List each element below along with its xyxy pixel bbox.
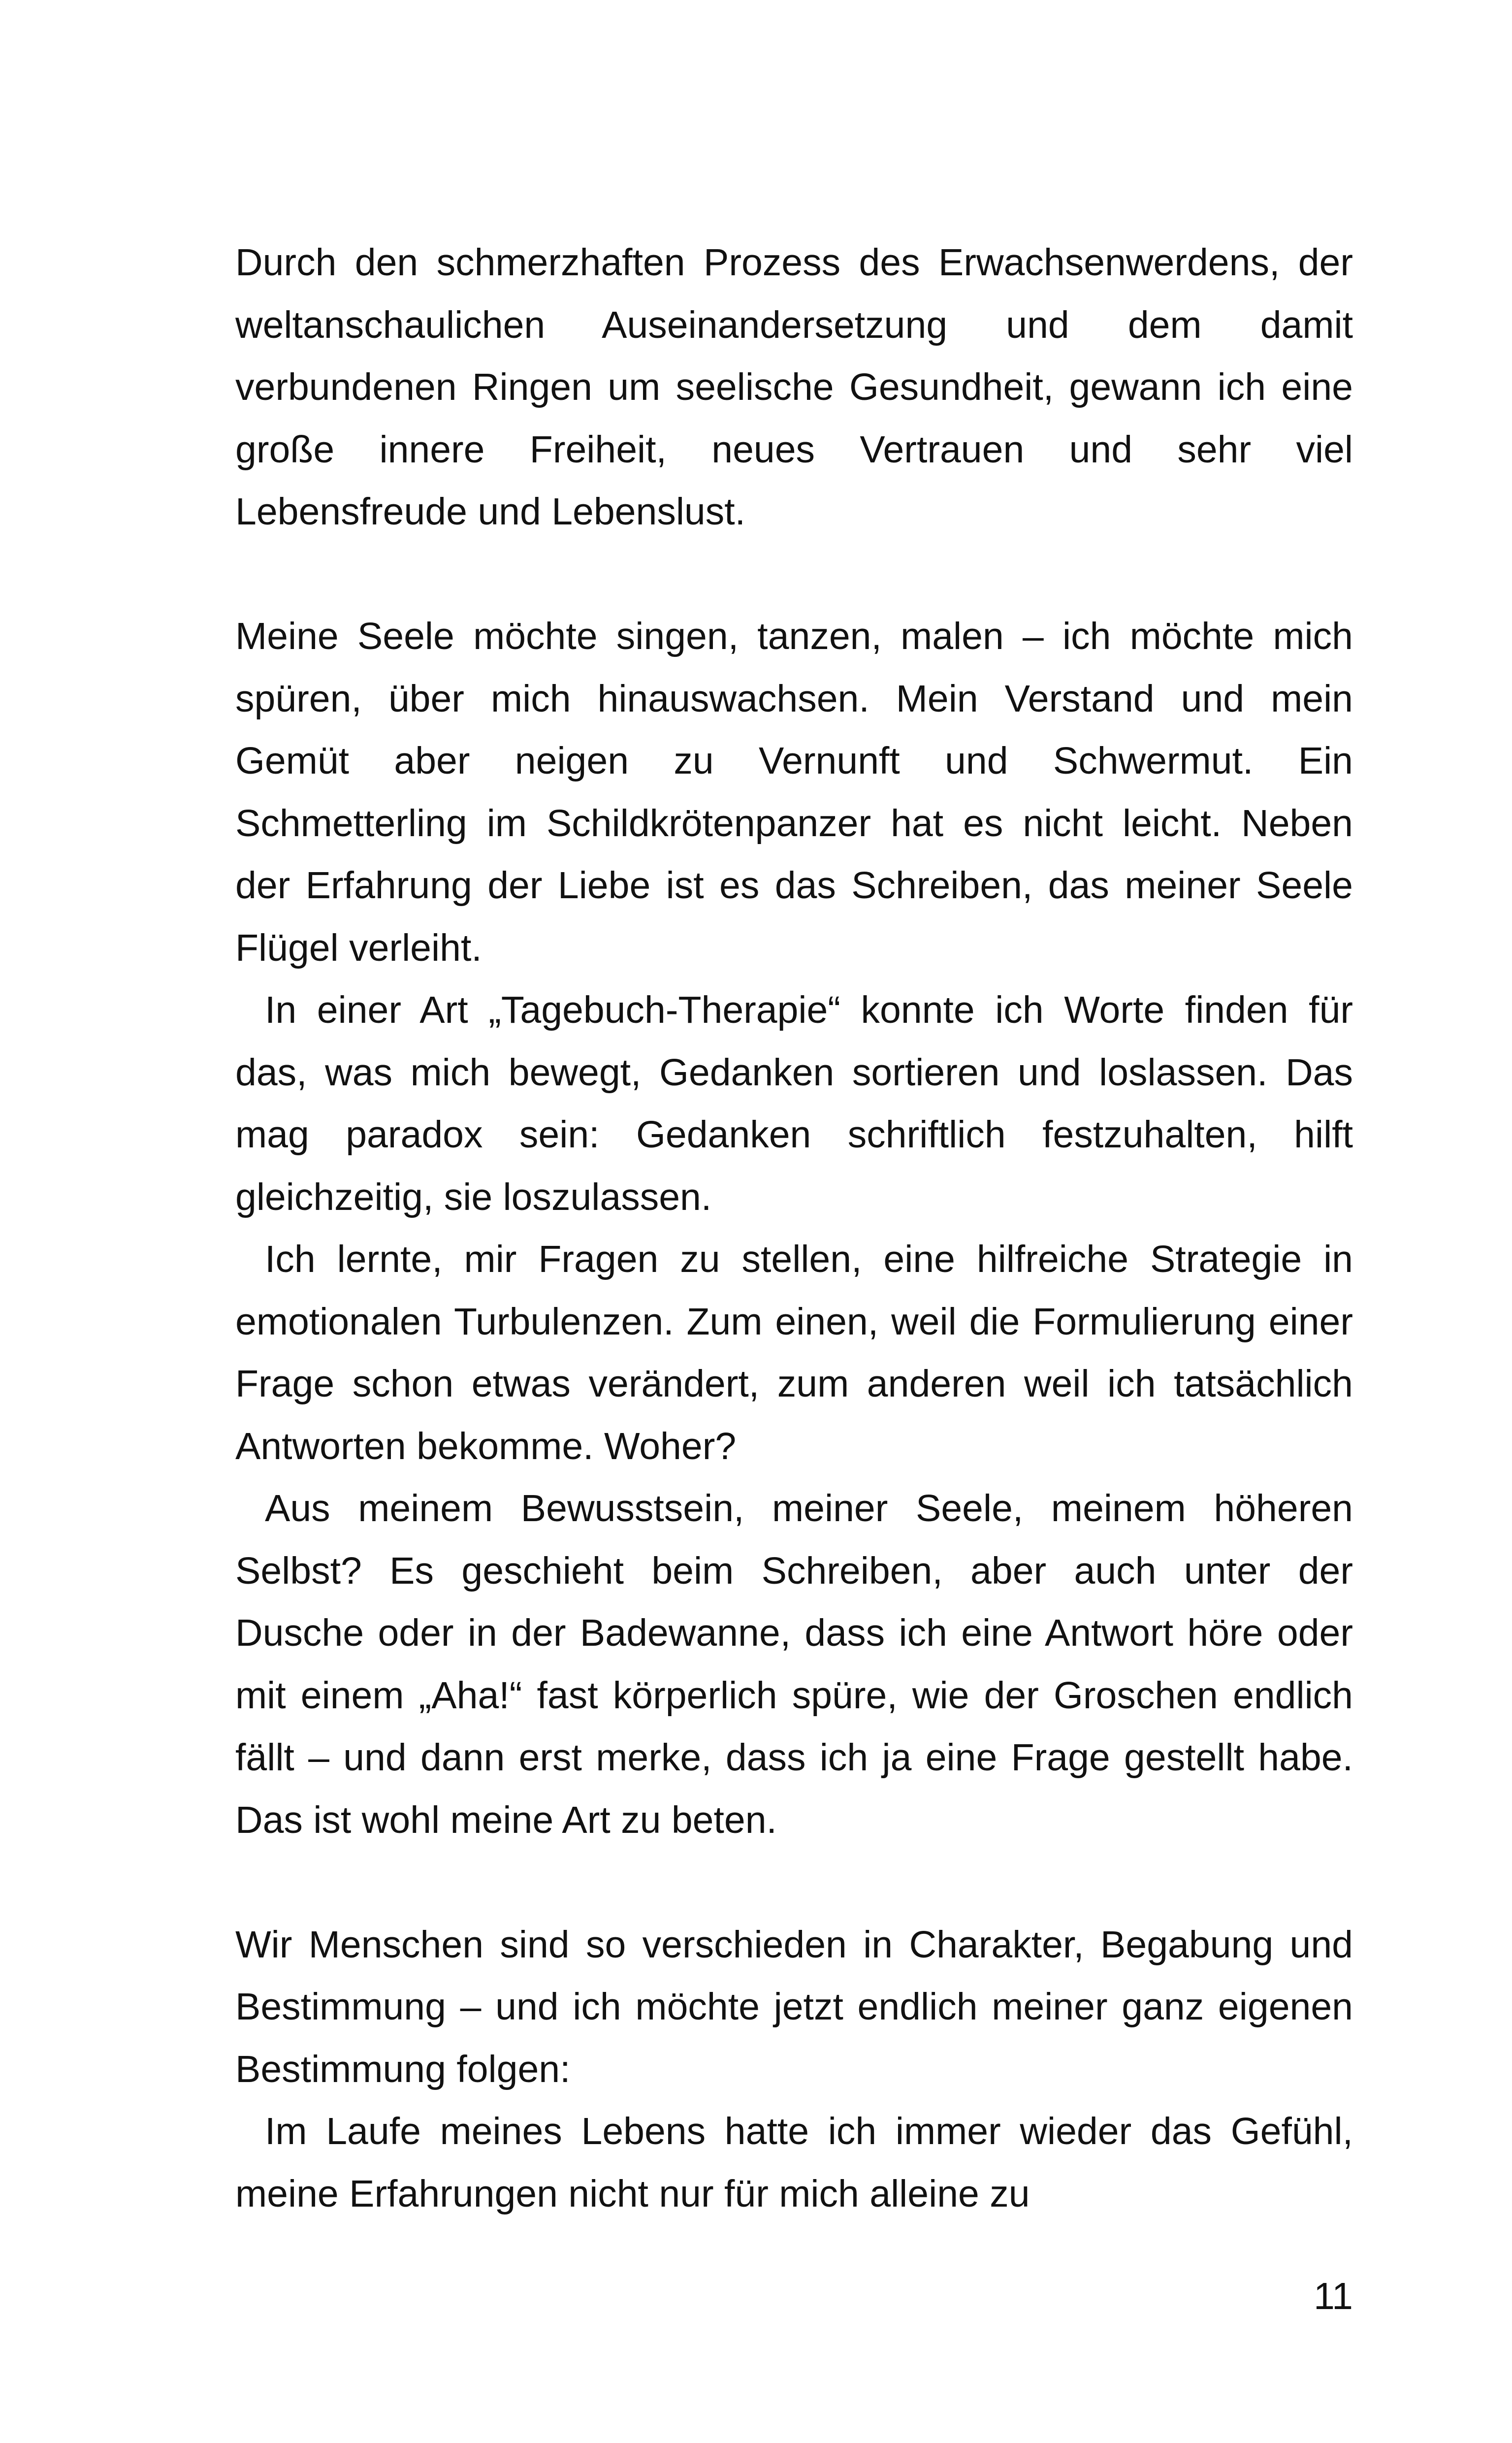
body-text [235,231,1353,2225]
paragraph-7: Im Laufe meines Lebens hatte ich immer wieder das Gefühl, meine Erfahrungen nicht nur für mich alleine zu [235,2110,1353,2215]
page-number: 11 [1314,2275,1353,2317]
paragraph-5: Aus meinem Bewusstsein, meiner Seele, meinem höheren Selbst? Es geschieht beim Schreiben, aber auch unter der Dusche oder in der Badewanne, dass ich eine Antwort höre oder mit einem „Aha!“ fast körperlich spüre, wie der Groschen endlich fällt – und dann erst merke, dass ich ja eine Frage gestellt habe. Das ist wohl meine Art zu beten. [235,1487,1353,1841]
paragraph-1: Durch den schmerzhaften Prozess des Erwachsenwerdens, der weltanschaulichen Auseinandersetzung und dem damit verbundenen Ringen um seelische Gesundheit, gewann ich eine große innere Freiheit, neues Vertrauen und sehr viel Lebensfreude und Lebenslust. [235,241,1353,533]
paragraph-2: Meine Seele möchte singen, tanzen, malen – ich möchte mich spüren, über mich hinauswachsen. Mein Verstand und mein Gemüt aber neigen zu Vernunft und Schwermut. Ein Schmetterling im Schildkrötenpanzer hat es nicht leicht. Neben der Erfahrung der Liebe ist es das Schreiben, das meiner Seele Flügel verleiht. [235,615,1353,969]
paragraph-4: Ich lernte, mir Fragen zu stellen, eine hilfreiche Strategie in emotionalen Turbulenzen. Zum einen, weil die Formulierung einer Frage schon etwas verändert, zum anderen weil ich tatsächlich Antworten bekomme. Woher? [235,1238,1353,1467]
paragraph-6: Wir Menschen sind so verschieden in Charakter, Begabung und Bestimmung – und ich möchte jetzt endlich meiner ganz eigenen Bestimmung folgen: [235,1923,1353,2090]
paragraph-gap [235,1851,1353,1914]
paragraph-gap [235,543,1353,606]
paragraph-3: In einer Art „Tagebuch-Therapie“ konnte ich Worte finden für das, was mich bewegt, Gedanken sortieren und loslassen. Das mag paradox sein: Gedanken schriftlich festzuhalten, hilft gleichzeitig, sie loszulassen. [235,989,1353,1218]
